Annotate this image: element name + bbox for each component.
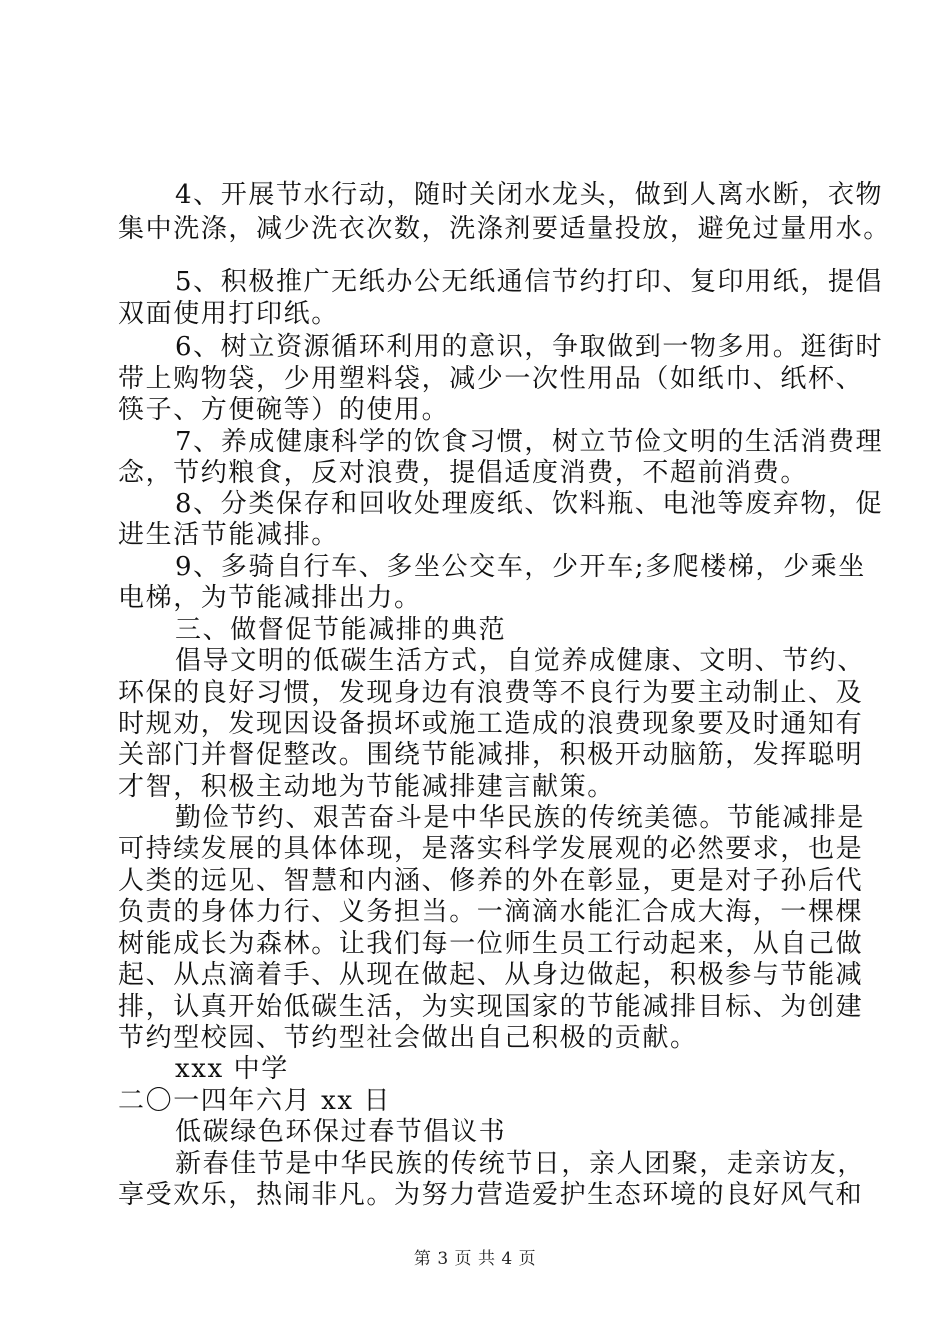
- text-line: 9、多骑自行车、多坐公交车，少开车;多爬楼梯，少乘坐: [175, 552, 866, 582]
- signature-org: xxx 中学: [175, 1054, 289, 1084]
- text-line: 新春佳节是中华民族的传统节日，亲人团聚，走亲访友，: [175, 1149, 866, 1179]
- text-line: 双面使用打印纸。: [118, 299, 339, 329]
- text-line: 排，认真开始低碳生活，为实现国家的节能减排目标、为创建: [118, 992, 864, 1022]
- text-line: 节约型校园、节约型社会做出自己积极的贡献。: [118, 1023, 698, 1053]
- text-line: 集中洗涤，减少洗衣次数，洗涤剂要适量投放，避免过量用水。: [118, 214, 891, 244]
- text-line: 环保的良好习惯，发现身边有浪费等不良行为要主动制止、及: [118, 678, 864, 708]
- text-line: 关部门并督促整改。围绕节能减排，积极开动脑筋，发挥聪明: [118, 740, 864, 770]
- text-line: 负责的身体力行、义务担当。一滴滴水能汇合成大海，一棵棵: [118, 897, 864, 927]
- text-line: 起、从点滴着手、从现在做起、从身边做起，积极参与节能减: [118, 960, 864, 990]
- text-line: 6、树立资源循环利用的意识，争取做到一物多用。逛街时: [175, 332, 884, 362]
- text-line: 勤俭节约、艰苦奋斗是中华民族的传统美德。节能减排是: [175, 803, 866, 833]
- text-line: 念，节约粮食，反对浪费，提倡适度消费，不超前消费。: [118, 458, 809, 488]
- text-line: 7、养成健康科学的饮食习惯，树立节俭文明的生活消费理: [175, 427, 884, 457]
- text-line: 电梯，为节能减排出力。: [118, 583, 422, 613]
- text-line: 树能成长为森林。让我们每一位师生员工行动起来，从自己做: [118, 929, 864, 959]
- signature-date: 二〇一四年六月 xx 日: [118, 1086, 392, 1116]
- document-title: 低碳绿色环保过春节倡议书: [175, 1117, 507, 1147]
- text-line: 筷子、方便碗等）的使用。: [118, 395, 450, 425]
- text-line: 可持续发展的具体体现，是落实科学发展观的必然要求，也是: [118, 834, 864, 864]
- section-heading: 三、做督促节能减排的典范: [175, 615, 507, 645]
- text-line: 人类的远见、智慧和内涵、修养的外在彰显，更是对子孙后代: [118, 866, 864, 896]
- text-line: 时规劝，发现因设备损坏或施工造成的浪费现象要及时通知有: [118, 709, 864, 739]
- text-line: 倡导文明的低碳生活方式，自觉养成健康、文明、节约、: [175, 646, 866, 676]
- text-line: 4、开展节水行动，随时关闭水龙头，做到人离水断，衣物: [175, 180, 884, 210]
- page-number: 第 3 页 共 4 页: [413, 1249, 537, 1269]
- text-line: 5、积极推广无纸办公无纸通信节约打印、复印用纸，提倡: [175, 267, 884, 297]
- text-line: 8、分类保存和回收处理废纸、饮料瓶、电池等废弃物，促: [175, 489, 884, 519]
- text-line: 带上购物袋，少用塑料袋，减少一次性用品（如纸巾、纸杯、: [118, 364, 864, 394]
- text-line: 享受欢乐，热闹非凡。为努力营造爱护生态环境的良好风气和: [118, 1180, 864, 1210]
- text-line: 进生活节能减排。: [118, 520, 339, 550]
- text-line: 才智，积极主动地为节能减排建言献策。: [118, 772, 615, 802]
